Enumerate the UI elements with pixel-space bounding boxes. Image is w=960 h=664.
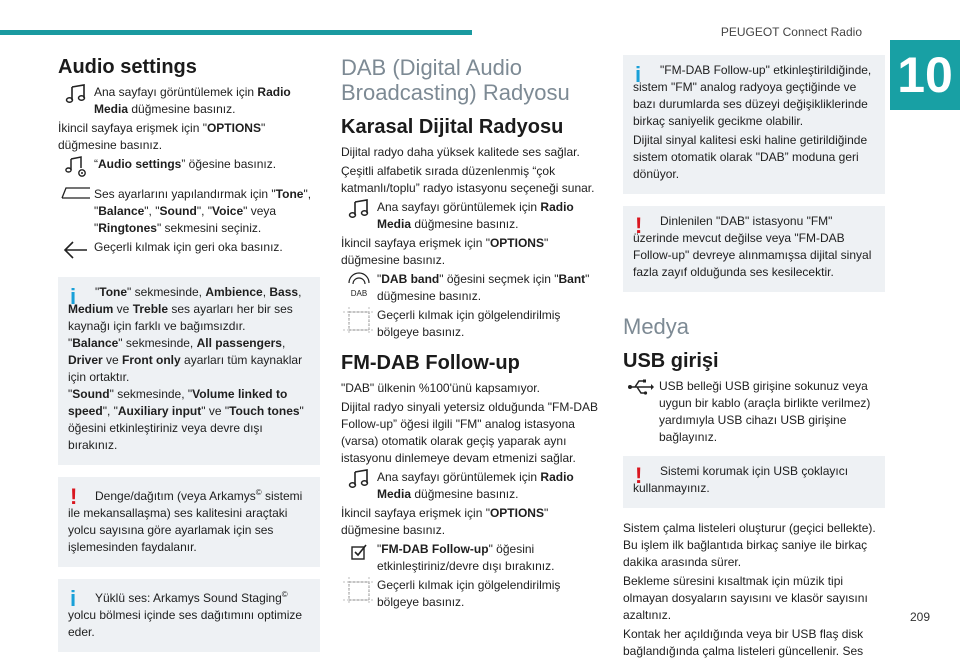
warning-icon: ! xyxy=(635,213,643,238)
usb-icon xyxy=(623,378,659,406)
page-number: 209 xyxy=(909,610,930,624)
music-note-icon xyxy=(58,84,94,112)
chapter-number-badge: 10 xyxy=(890,40,960,110)
column-audio-settings xyxy=(58,55,320,664)
usb-text-2: Sistem çalma listeleri oluşturur (geçici bellekte). Bu işlem ilk bağlantıda birkaç saniye ile birkaç dakika arasında sürer. xyxy=(623,521,876,569)
info-box-follow-up: i "FM-DAB Follow-up" etkinleştirildiğinde, sistem "FM" analog radyoya geçtiğinde ve bazı durumlarda ses düzeyi değişikliklerinde birkaç saniyelik gecikme olabilir. Dijital sinyal kalitesi eski haline getirildiğinde sistem otomatik olarak "DAB” moduna geri dönüyor. xyxy=(623,55,885,194)
dab-text-2: Çeşitli alfabetik sırada düzenlenmiş “çok katmanlı/toplu” radyo istasyonu seçeneği sunar. xyxy=(341,164,595,195)
step-audio-settings: “Audio settings” öğesine basınız. xyxy=(58,156,320,184)
step-back-arrow: Geçerli kılmak için geri oka basınız. xyxy=(58,239,320,267)
audio-settings-heading: Audio settings xyxy=(58,56,197,78)
dab-options-step: İkincil sayfaya erişmek için "OPTIONS" düğmesine basınız. xyxy=(341,236,549,267)
column-dab xyxy=(341,55,603,613)
follow-step-radio-media: Ana sayfayı görüntülemek için Radio Media düğmesine basınız. xyxy=(341,469,603,503)
terrestrial-heading: Karasal Dijital Radyosu xyxy=(341,116,564,138)
media-title: Medya xyxy=(623,314,690,339)
usb-heading: USB girişi xyxy=(623,350,719,372)
warning-box-dab: ! Dinlenilen "DAB" istasyonu "FM" üzerinde mevcut değilse veya "FM-DAB Follow-up" devreye alınmamışsa dijital sinyal fazla zayıf olduğunda ses kesilecektir. xyxy=(623,206,885,292)
shaded-zone-icon xyxy=(341,307,377,335)
step-tabs: Ses ayarlarını yapılandırmak için "Tone", "Balance", "Sound", "Voice" veya "Ringtones" sekmesini seçiniz. xyxy=(58,186,320,237)
music-note-icon xyxy=(341,199,377,227)
info-box-tone: i "Tone" sekmesinde, Ambience, Bass, Medium ve Treble ses ayarları her bir ses kaynağı için farklı ve bağımsızdır. "Balance" sekmesinde, All passengers, Driver ve Front only ayarları tüm kaynaklar için ortaktır. "Sound" sekmesinde, "Volume linked to speed", "Auxiliary input" ve "Touch tones" öğesini etkinleştiriniz veya devre dışı bırakınız. xyxy=(58,277,320,465)
usb-text-3: Bekleme süresini kısaltmak için müzik tipi olmayan dosyaların sayısını ve klasör sayısını azaltınız. xyxy=(623,574,868,622)
back-arrow-icon xyxy=(58,239,94,267)
warning-box-balance: ! Denge/dağıtım (veya Arkamys© sistemi ile mekansallaşma) ses kalitesini araçtaki yolcu sayısına göre ayarlamak için ses işlemesinden faydalanır. xyxy=(58,477,320,567)
page-header-title: PEUGEOT Connect Radio xyxy=(720,25,862,39)
dab-title: DAB (Digital Audio Broadcasting) Radyosu xyxy=(341,55,570,105)
dab-step-confirm: Geçerli kılmak için gölgelendirilmiş bölgeye basınız. xyxy=(341,307,603,341)
svg-text:DAB: DAB xyxy=(350,289,368,298)
info-icon: i xyxy=(70,586,77,611)
warning-icon: ! xyxy=(635,463,643,488)
dab-radio-icon xyxy=(341,271,377,299)
shaded-zone-icon xyxy=(341,577,377,605)
usb-step: USB belleği USB girişine sokunuz veya uygun bir kablo (araçla birlikte verilmez) yardımıyla USB cihazı USB girişine bağlayınız. xyxy=(623,378,885,446)
top-accent-bar xyxy=(0,30,472,35)
warning-icon: ! xyxy=(70,484,78,509)
follow-text-1: "DAB" ülkenin %100'ünü kapsamıyor. xyxy=(341,381,540,395)
checkbox-icon xyxy=(341,541,377,569)
music-note-icon xyxy=(341,469,377,497)
dab-text-1: Dijital radyo daha yüksek kalitede ses sağlar. xyxy=(341,145,580,159)
info-icon: i xyxy=(635,62,642,87)
column-media xyxy=(623,55,885,662)
follow-text-2: Dijital radyo sinyali yetersiz olduğunda "FM-DAB Follow-up” öğesi ilgili "FM" analog istasyona (varsa) otomatik olarak geçiş yaparak aynı istasyonu dinlemeye devam etmenizi sağlar. xyxy=(341,400,599,465)
follow-step-confirm: Geçerli kılmak için gölgelendirilmiş bölgeye basınız. xyxy=(341,577,603,611)
dab-step-band: DAB "DAB band" öğesini seçmek için "Bant" düğmesine basınız. xyxy=(341,271,603,305)
music-settings-icon xyxy=(58,156,94,184)
warning-box-usb: ! Sistemi korumak için USB çoklayıcı kullanmayınız. xyxy=(623,456,885,508)
info-box-arkamys: i Yüklü ses: Arkamys Sound Staging© yolcu bölmesi içinde ses dağıtımını optimize eder. xyxy=(58,579,320,652)
dab-step-radio-media: Ana sayfayı görüntülemek için Radio Media düğmesine basınız. xyxy=(341,199,603,233)
follow-options-step: İkincil sayfaya erişmek için "OPTIONS" düğmesine basınız. xyxy=(341,506,549,537)
info-icon: i xyxy=(70,284,77,309)
follow-up-heading: FM-DAB Follow-up xyxy=(341,352,520,374)
step-radio-media: Ana sayfayı görüntülemek için Radio Media düğmesine basınız. xyxy=(58,84,320,118)
tabs-icon xyxy=(58,186,94,214)
options-step: İkincil sayfaya erişmek için "OPTIONS" düğmesine basınız. xyxy=(58,121,266,152)
follow-step-toggle: "FM-DAB Follow-up" öğesini etkinleştiriniz/devre dışı bırakınız. xyxy=(341,541,603,575)
usb-text-4: Kontak her açıldığında veya bir USB flaş disk bağlandığında çalma listeleri güncellenir. Ses xyxy=(623,627,864,658)
